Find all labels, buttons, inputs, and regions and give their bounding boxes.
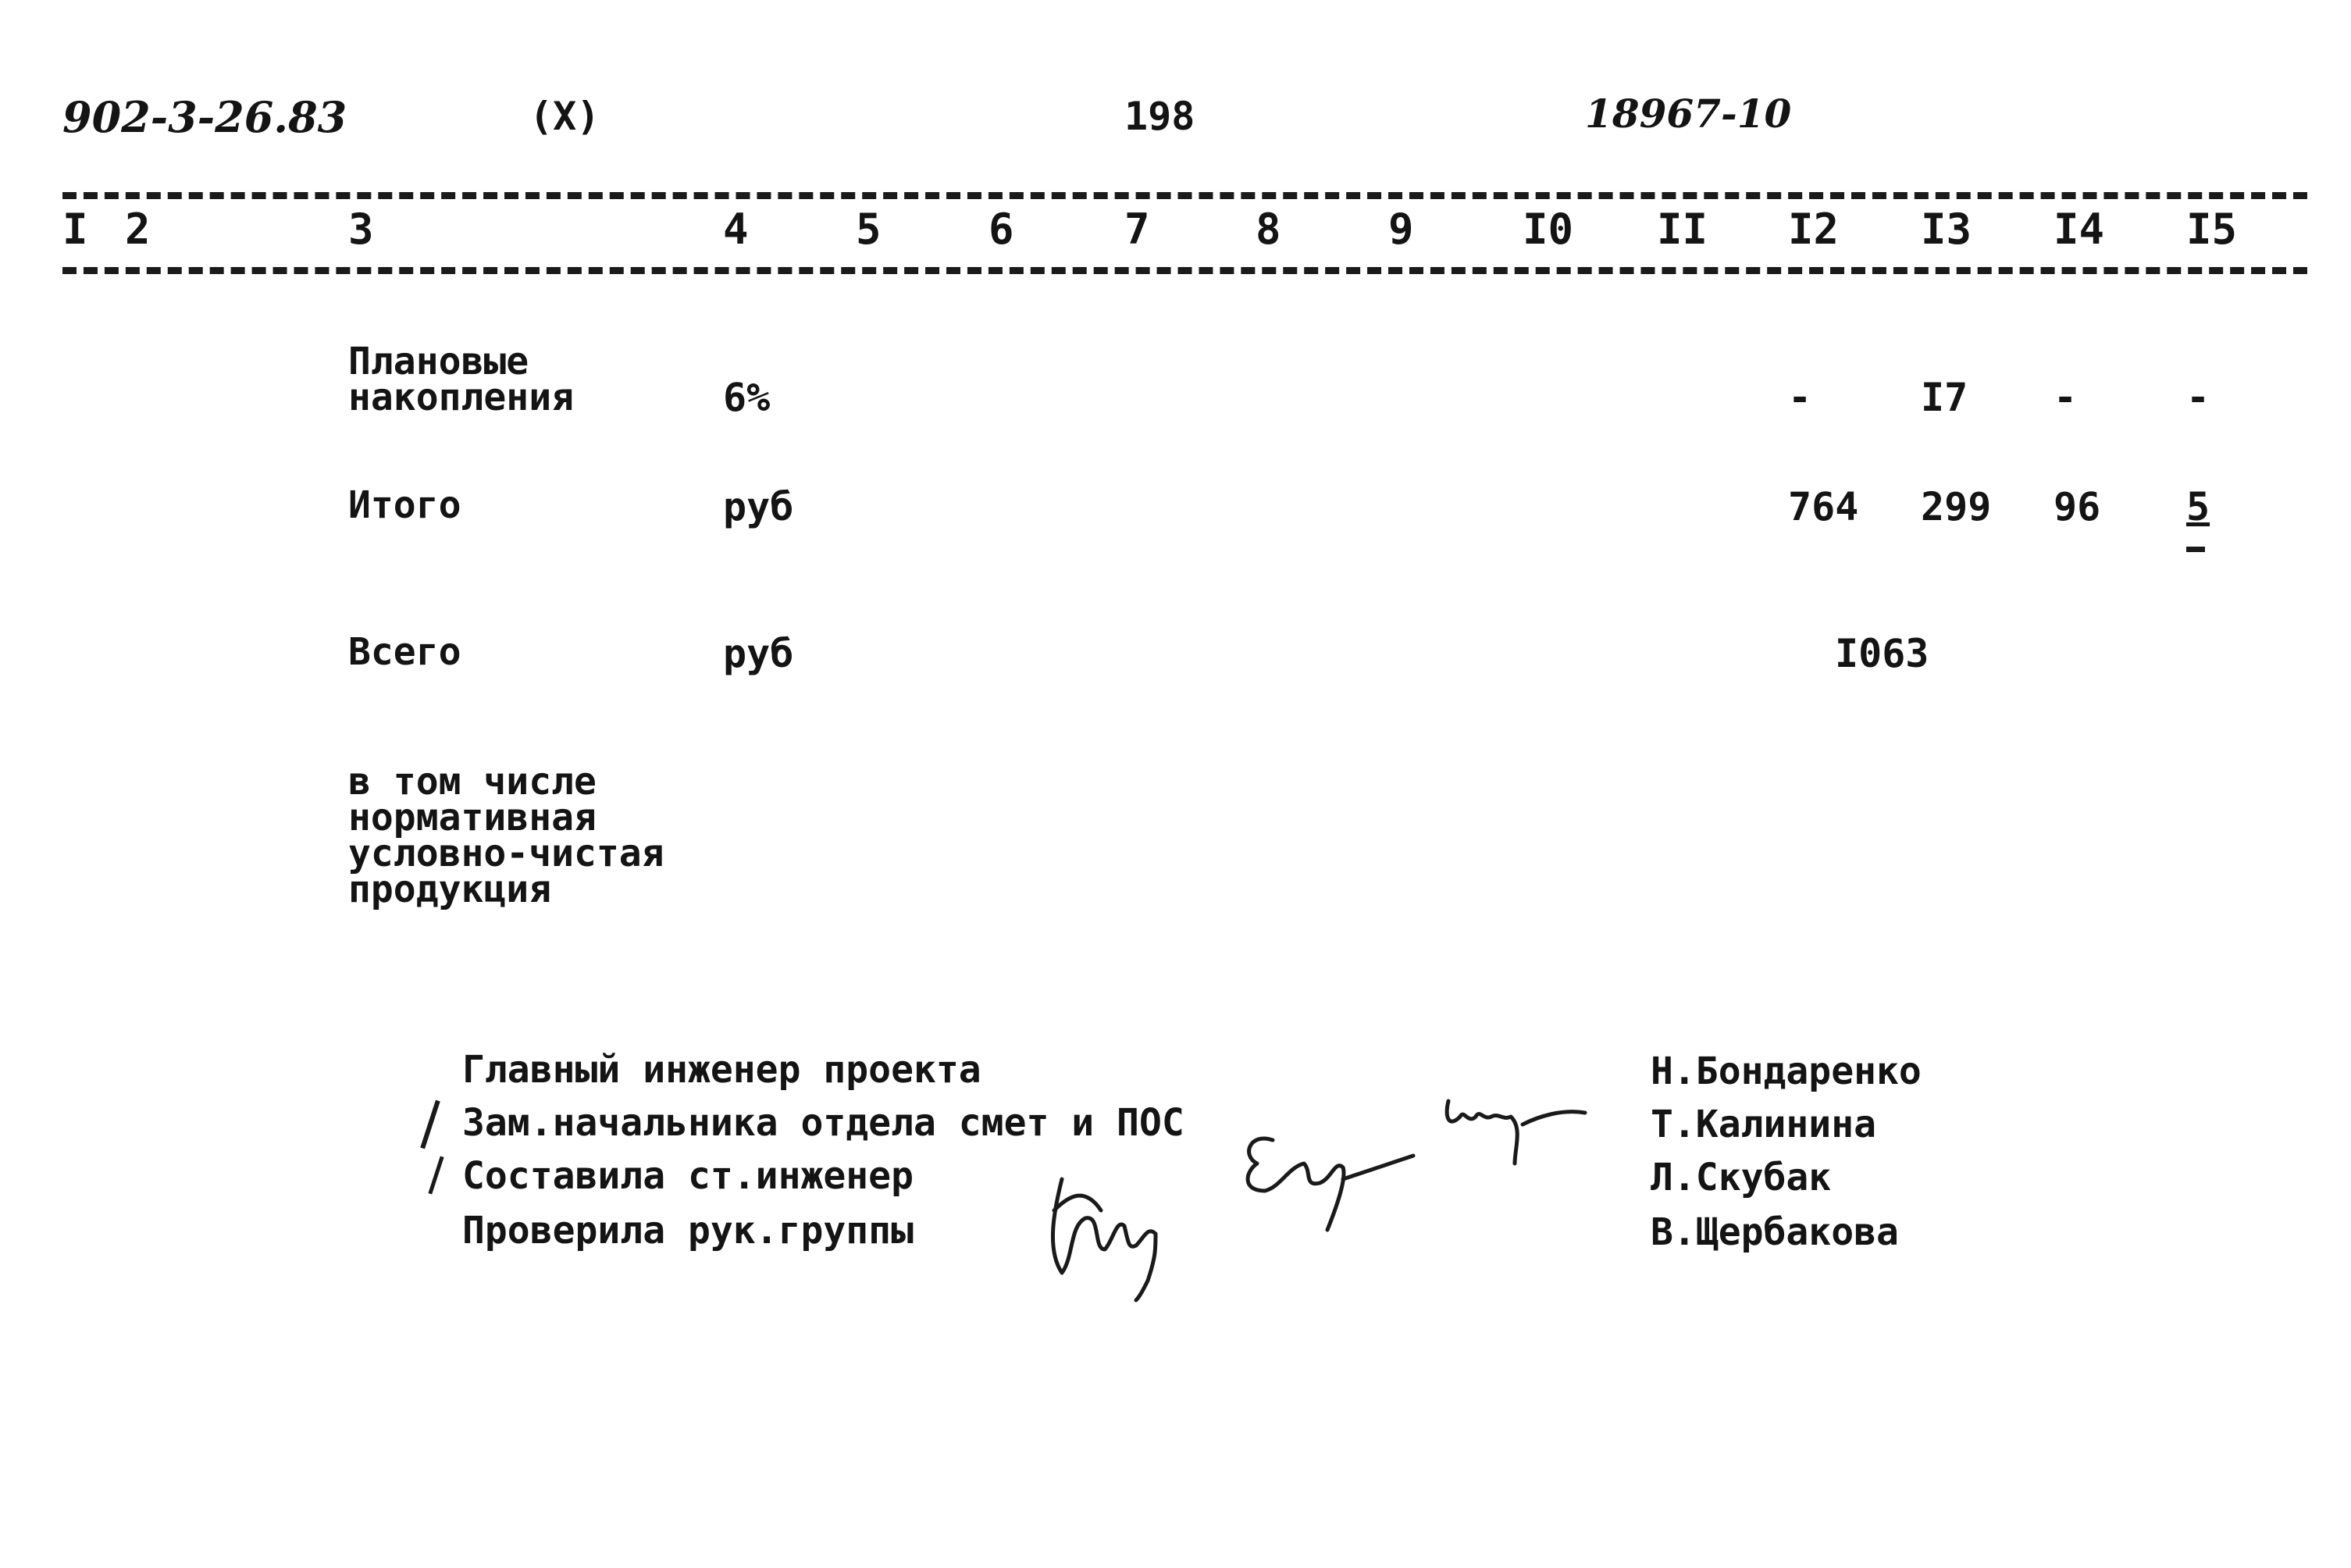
signer-name-deputy-head: Т.Калинина bbox=[1651, 1103, 1876, 1146]
column-number: 7 bbox=[1124, 205, 1150, 254]
column-number: I2 bbox=[1788, 205, 1840, 254]
column-number: I0 bbox=[1523, 205, 1574, 254]
including-line1: в том числе bbox=[348, 760, 597, 804]
check-mark bbox=[428, 1156, 443, 1194]
planned-savings-label-line2: накопления bbox=[348, 376, 574, 419]
handwritten-signature bbox=[1234, 1124, 1437, 1234]
subtotal-col12: 764 bbox=[1788, 484, 1859, 529]
header-top-rule bbox=[62, 192, 2307, 199]
signer-title-chief-engineer: Главный инженер проекта bbox=[462, 1048, 981, 1092]
total-label: Всего bbox=[348, 630, 461, 674]
document-code: 902-3-26.83 bbox=[62, 92, 347, 142]
page-number: 198 bbox=[1124, 94, 1195, 139]
handwritten-signature bbox=[1038, 1164, 1210, 1304]
check-mark bbox=[420, 1100, 440, 1149]
subtotal-col15: 5 bbox=[2186, 484, 2210, 529]
planned-savings-label-line1: Плановые bbox=[348, 340, 529, 383]
subtotal-col15-underline-mark bbox=[2186, 547, 2205, 552]
series-mark: (X) bbox=[529, 94, 600, 139]
total-value: I063 bbox=[1835, 631, 1929, 676]
column-number: I5 bbox=[2186, 205, 2238, 254]
column-number: I3 bbox=[1921, 205, 1972, 254]
column-number: II bbox=[1657, 205, 1708, 254]
signer-name-senior-engineer: Л.Скубак bbox=[1651, 1156, 1832, 1199]
column-number: 6 bbox=[988, 205, 1014, 254]
including-line4: продукция bbox=[348, 868, 552, 911]
signer-title-group-lead: Проверила рук.группы bbox=[462, 1209, 914, 1253]
including-line2: нормативная bbox=[348, 796, 597, 839]
header-bottom-rule bbox=[62, 267, 2307, 274]
column-number: 5 bbox=[856, 205, 882, 254]
column-number: I bbox=[62, 205, 88, 254]
signer-name-chief-engineer: Н.Бондаренко bbox=[1651, 1049, 1922, 1093]
signer-title-senior-engineer: Составила ст.инженер bbox=[462, 1154, 914, 1198]
planned-savings-col15: - bbox=[2186, 375, 2210, 420]
signer-name-group-lead: В.Щербакова bbox=[1651, 1210, 1899, 1254]
subtotal-unit: руб bbox=[723, 484, 794, 529]
handwritten-signature bbox=[1437, 1085, 1593, 1171]
total-unit: руб bbox=[723, 631, 794, 676]
subtotal-col13: 299 bbox=[1921, 484, 1992, 529]
subtotal-label: Итого bbox=[348, 483, 461, 527]
column-number: 3 bbox=[348, 205, 374, 254]
planned-savings-col14: - bbox=[2054, 375, 2078, 420]
planned-savings-rate: 6% bbox=[723, 375, 771, 420]
column-number: 4 bbox=[723, 205, 749, 254]
inventory-number: 18967-10 bbox=[1585, 91, 1792, 137]
signer-title-deputy-head: Зам.начальника отдела смет и ПОС bbox=[462, 1101, 1184, 1145]
planned-savings-col12: - bbox=[1788, 375, 1812, 420]
column-number: 9 bbox=[1388, 205, 1414, 254]
column-number: I4 bbox=[2054, 205, 2105, 254]
planned-savings-col13: I7 bbox=[1921, 375, 1968, 420]
column-number: 2 bbox=[125, 205, 151, 254]
subtotal-col14: 96 bbox=[2054, 484, 2101, 529]
column-number: 8 bbox=[1256, 205, 1281, 254]
including-line3: условно-чистая bbox=[348, 832, 664, 875]
